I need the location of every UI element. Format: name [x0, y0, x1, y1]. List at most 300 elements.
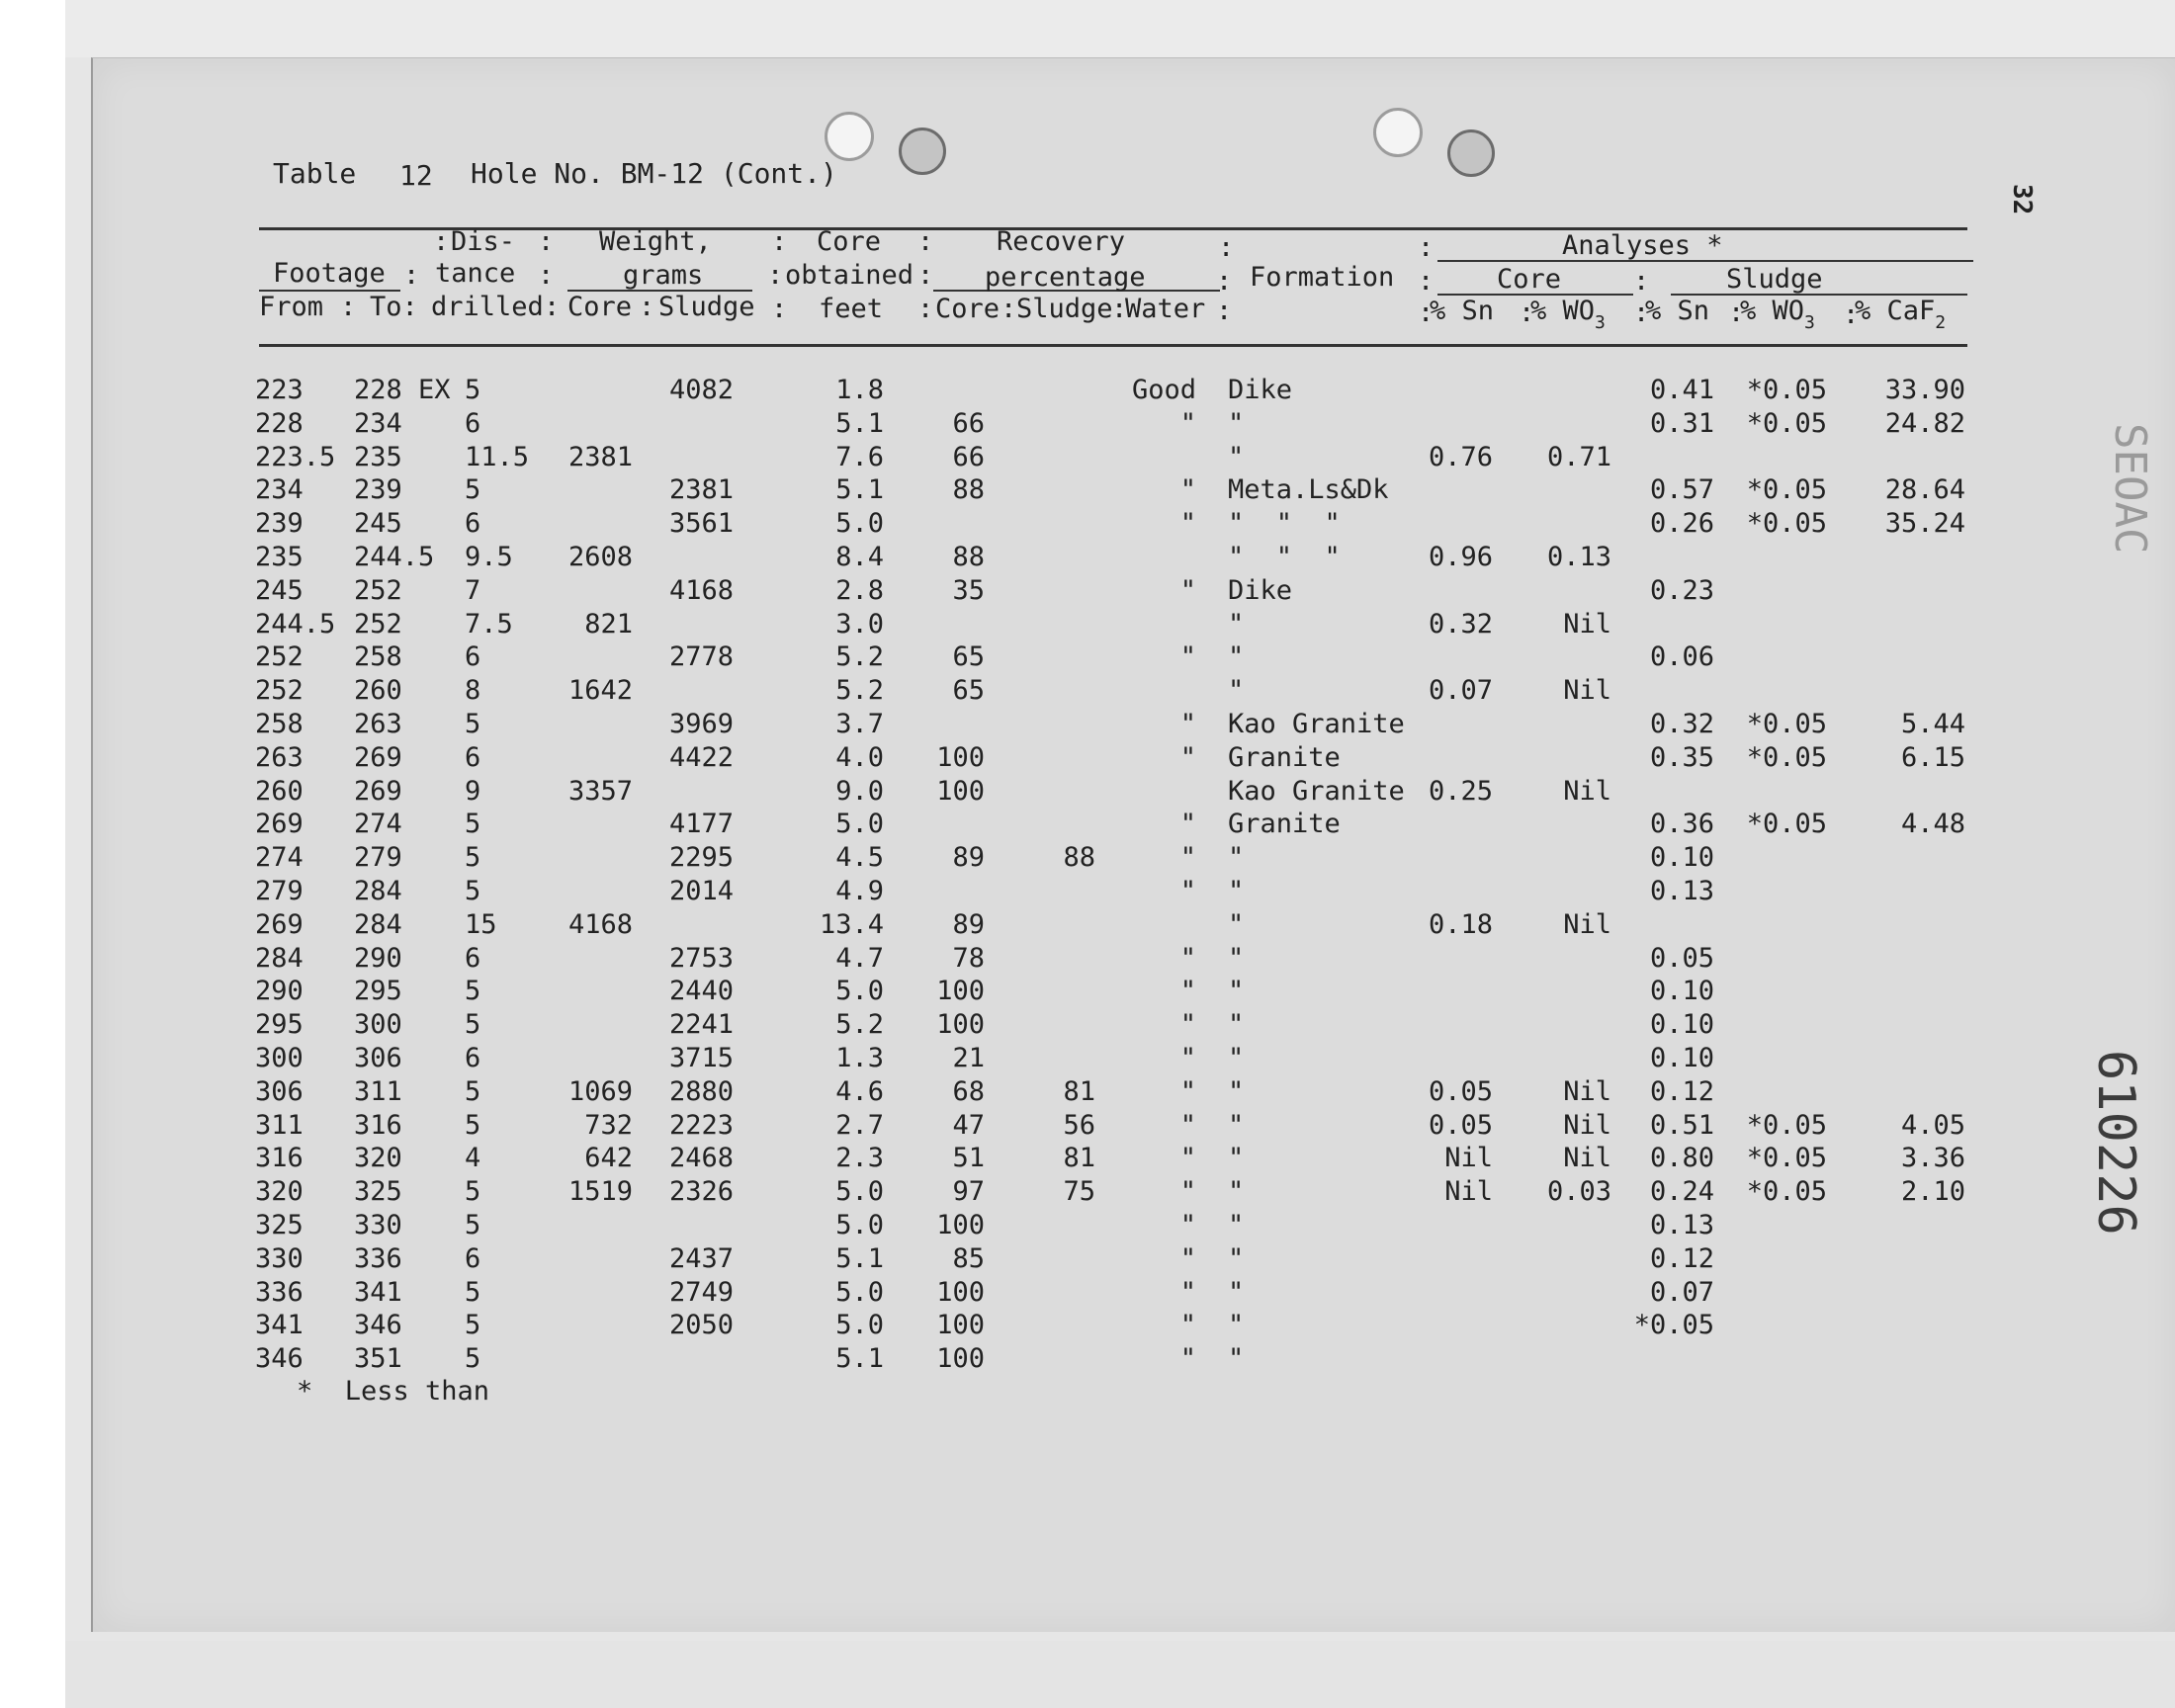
cell-recovery-core: 66: [952, 408, 985, 439]
sep: :: [1843, 299, 1860, 330]
cell-formation: " " ": [1228, 542, 1341, 572]
sep: :: [1216, 296, 1233, 326]
cell-from: 239: [255, 508, 304, 539]
cell-feet: 5.0: [835, 1277, 884, 1308]
cell-recovery-water: ": [1179, 474, 1196, 505]
header-grams: grams: [623, 260, 704, 291]
cell-sludge-sn: 0.12: [1649, 1243, 1714, 1274]
cell-distance: 5: [465, 1277, 481, 1308]
cell-from: 244.5: [255, 609, 336, 640]
header-percentage: percentage: [985, 262, 1146, 293]
cell-from: 295: [255, 1009, 304, 1040]
cell-formation: ": [1228, 1076, 1245, 1107]
cell-formation: ": [1228, 943, 1245, 974]
table-label: Table: [273, 157, 357, 190]
cell-to: 346: [354, 1310, 402, 1340]
cell-to: 311: [354, 1076, 402, 1107]
cell-recovery-sludge: 56: [1063, 1110, 1095, 1141]
cell-distance: 6: [465, 943, 481, 974]
cell-from: 235: [255, 542, 304, 572]
cell-sludge-sn: 0.31: [1649, 408, 1714, 439]
cell-recovery-water: ": [1179, 1210, 1196, 1240]
sep: :: [1633, 266, 1650, 297]
cell-to: 300: [354, 1009, 402, 1040]
cell-feet: 5.1: [835, 408, 884, 439]
cell-to: 341: [354, 1277, 402, 1308]
cell-feet: 5.0: [835, 508, 884, 539]
cell-feet: 1.3: [835, 1043, 884, 1073]
cell-weight-sludge: 2223: [668, 1110, 734, 1141]
cell-formation: " " ": [1228, 508, 1341, 539]
cell-caf2: 2.10: [1900, 1176, 1965, 1207]
cell-formation: ": [1228, 909, 1245, 940]
page-number: 32: [2007, 184, 2037, 215]
cell-formation: ": [1228, 1243, 1245, 1274]
cell-weight-core: 2608: [567, 542, 633, 572]
cell-weight-core: 1642: [567, 675, 633, 706]
cell-sludge-sn: 0.13: [1649, 1210, 1714, 1240]
cell-recovery-water: ": [1179, 943, 1196, 974]
cell-distance: 6: [465, 508, 481, 539]
cell-recovery-sludge: 88: [1063, 842, 1095, 873]
header-analyses-core: Core: [1497, 264, 1562, 295]
cell-distance: 8: [465, 675, 481, 706]
cell-distance: 5: [465, 375, 481, 405]
cell-feet: 1.8: [835, 375, 884, 405]
cell-feet: 5.2: [835, 675, 884, 706]
cell-weight-sludge: 2440: [668, 976, 734, 1006]
cell-feet: 2.8: [835, 575, 884, 606]
cell-from: 269: [255, 809, 304, 839]
cell-formation: ": [1228, 876, 1245, 906]
header-weight-core: Core: [567, 292, 633, 322]
cell-caf2: 3.36: [1900, 1143, 1965, 1173]
cell-to: 252: [354, 575, 402, 606]
cell-from: 245: [255, 575, 304, 606]
sep: :: [403, 260, 420, 291]
cell-recovery-sludge: 81: [1063, 1143, 1095, 1173]
cell-from: 263: [255, 742, 304, 773]
header-footage: Footage: [273, 258, 386, 289]
header-recovery-water: Water: [1125, 294, 1206, 324]
cell-weight-core: 821: [584, 609, 633, 640]
cell-distance: 9: [465, 776, 481, 807]
sep: :: [771, 294, 788, 324]
cell-to: 258: [354, 641, 402, 672]
cell-to: 245: [354, 508, 402, 539]
cell-to: 239: [354, 474, 402, 505]
header-bottom-rule: [259, 344, 1967, 347]
cell-distance: 5: [465, 876, 481, 906]
cell-formation: ": [1228, 1110, 1245, 1141]
header-core-word: Core: [817, 226, 882, 257]
cell-weight-sludge: 3715: [668, 1043, 734, 1073]
cell-weight-core: 3357: [567, 776, 633, 807]
cell-recovery-water: ": [1179, 1110, 1196, 1141]
sep: :: [1111, 294, 1128, 324]
cell-recovery-water: ": [1179, 709, 1196, 739]
cell-recovery-core: 100: [936, 776, 985, 807]
cell-feet: 13.4: [819, 909, 884, 940]
cell-to: 235: [354, 442, 402, 472]
cell-sludge-wo3: *0.05: [1746, 742, 1827, 773]
cell-from: 223.5: [255, 442, 336, 472]
cell-sludge-sn: 0.26: [1649, 508, 1714, 539]
cell-caf2: 33.90: [1884, 375, 1965, 405]
header-recovery-sludge: Sludge: [1016, 294, 1113, 324]
cell-sludge-wo3: *0.05: [1746, 709, 1827, 739]
cell-weight-sludge: 4082: [668, 375, 734, 405]
cell-distance: 6: [465, 742, 481, 773]
cell-recovery-core: 100: [936, 1310, 985, 1340]
cell-formation: Kao Granite: [1228, 776, 1405, 807]
cell-sludge-wo3: *0.05: [1746, 1143, 1827, 1173]
cell-caf2: 28.64: [1884, 474, 1965, 505]
cell-formation: ": [1228, 1143, 1245, 1173]
cell-caf2: 5.44: [1900, 709, 1965, 739]
cell-caf2: 6.15: [1900, 742, 1965, 773]
cell-recovery-water: ": [1179, 641, 1196, 672]
cell-sludge-sn: 0.41: [1649, 375, 1714, 405]
cell-to: 234: [354, 408, 402, 439]
cell-weight-sludge: 2778: [668, 641, 734, 672]
cell-recovery-core: 97: [952, 1176, 985, 1207]
cell-weight-sludge: 2880: [668, 1076, 734, 1107]
cell-feet: 5.2: [835, 1009, 884, 1040]
cell-sludge-sn: 0.10: [1649, 1009, 1714, 1040]
cell-weight-sludge: 3969: [668, 709, 734, 739]
cell-recovery-water: ": [1179, 1143, 1196, 1173]
cell-recovery-water: ": [1179, 842, 1196, 873]
cell-core-wo3: Nil: [1563, 1110, 1611, 1141]
cell-to: 284: [354, 876, 402, 906]
cell-feet: 4.5: [835, 842, 884, 873]
cell-feet: 8.4: [835, 542, 884, 572]
cell-feet: 5.0: [835, 1176, 884, 1207]
cell-recovery-water: ": [1179, 1343, 1196, 1374]
cell-distance: 9.5: [465, 542, 513, 572]
cell-sludge-wo3: *0.05: [1746, 1110, 1827, 1141]
cell-from: 279: [255, 876, 304, 906]
cell-distance: 6: [465, 641, 481, 672]
cell-formation: Dike: [1228, 375, 1293, 405]
cell-from: 336: [255, 1277, 304, 1308]
sep: :: [1418, 266, 1435, 297]
header-drilled: drilled: [431, 292, 544, 322]
cell-weight-core: 1069: [567, 1076, 633, 1107]
cell-formation: Granite: [1228, 742, 1341, 773]
cell-feet: 2.7: [835, 1110, 884, 1141]
punch-hole: [1373, 108, 1423, 157]
cell-sludge-sn: 0.13: [1649, 876, 1714, 906]
cell-core-wo3: Nil: [1563, 909, 1611, 940]
cell-distance: 11.5: [465, 442, 530, 472]
cell-to: 290: [354, 943, 402, 974]
cell-core-sn: 0.32: [1428, 609, 1493, 640]
cell-sludge-sn: 0.51: [1649, 1110, 1714, 1141]
cell-weight-core: 1519: [567, 1176, 633, 1207]
cell-to: 269: [354, 742, 402, 773]
cell-from: 320: [255, 1176, 304, 1207]
cell-to: 260: [354, 675, 402, 706]
cell-from: 300: [255, 1043, 304, 1073]
cell-feet: 4.6: [835, 1076, 884, 1107]
cell-recovery-water: ": [1179, 876, 1196, 906]
cell-weight-core: 642: [584, 1143, 633, 1173]
sep: :: [917, 226, 934, 257]
cell-weight-sludge: 2753: [668, 943, 734, 974]
cell-sludge-wo3: *0.05: [1746, 508, 1827, 539]
cell-weight-sludge: 2437: [668, 1243, 734, 1274]
footnote: * Less than: [297, 1376, 490, 1407]
cell-weight-sludge: 4422: [668, 742, 734, 773]
cell-distance: 7.5: [465, 609, 513, 640]
cell-to: 252: [354, 609, 402, 640]
cell-from: 290: [255, 976, 304, 1006]
cell-formation: ": [1228, 1009, 1245, 1040]
sep: :: [538, 226, 555, 257]
cell-from: 325: [255, 1210, 304, 1240]
cell-recovery-water: ": [1179, 1243, 1196, 1274]
cell-recovery-core: 65: [952, 641, 985, 672]
cell-feet: 5.2: [835, 641, 884, 672]
header-obtained: obtained: [785, 260, 914, 291]
cell-to: 228 EX: [354, 375, 451, 405]
cell-from: 346: [255, 1343, 304, 1374]
cell-to: 244.5: [354, 542, 435, 572]
cell-recovery-core: 85: [952, 1243, 985, 1274]
sep: :: [544, 292, 561, 322]
cell-distance: 6: [465, 408, 481, 439]
header-to: To:: [370, 292, 418, 322]
cell-feet: 5.0: [835, 976, 884, 1006]
cell-core-sn: 0.07: [1428, 675, 1493, 706]
cell-distance: 15: [465, 909, 497, 940]
cell-from: 316: [255, 1143, 304, 1173]
header-recovery-core: Core: [935, 294, 1000, 324]
sep: :: [433, 226, 450, 257]
cell-recovery-core: 89: [952, 842, 985, 873]
cell-weight-sludge: 2381: [668, 474, 734, 505]
cell-from: 284: [255, 943, 304, 974]
cell-from: 223: [255, 375, 304, 405]
cell-sludge-sn: 0.80: [1649, 1143, 1714, 1173]
cell-formation: Dike: [1228, 575, 1293, 606]
cell-sludge-sn: 0.06: [1649, 641, 1714, 672]
cell-weight-sludge: 2326: [668, 1176, 734, 1207]
sep: :: [1218, 232, 1235, 263]
cell-recovery-core: 78: [952, 943, 985, 974]
cell-feet: 5.0: [835, 809, 884, 839]
cell-recovery-core: 65: [952, 675, 985, 706]
cell-feet: 5.1: [835, 474, 884, 505]
cell-sludge-wo3: *0.05: [1746, 809, 1827, 839]
sep: :: [917, 260, 934, 291]
header-feet: feet: [819, 294, 884, 324]
cell-feet: 5.1: [835, 1343, 884, 1374]
sep: :: [1216, 266, 1233, 297]
cell-formation: ": [1228, 976, 1245, 1006]
header-analyses: Analyses *: [1562, 230, 1723, 261]
cell-distance: 5: [465, 1310, 481, 1340]
cell-distance: 5: [465, 976, 481, 1006]
cell-recovery-water: ": [1179, 1310, 1196, 1340]
header-sludge-sn: % Sn: [1645, 296, 1710, 326]
sep: :: [1519, 298, 1535, 328]
cell-core-wo3: 0.71: [1546, 442, 1611, 472]
header-dis: Dis-: [451, 226, 516, 257]
cell-formation: ": [1228, 609, 1245, 640]
cell-recovery-core: 21: [952, 1043, 985, 1073]
cell-from: 306: [255, 1076, 304, 1107]
cell-sludge-sn: 0.05: [1649, 943, 1714, 974]
cell-sludge-wo3: *0.05: [1746, 474, 1827, 505]
cell-to: 351: [354, 1343, 402, 1374]
cell-recovery-water: ": [1179, 408, 1196, 439]
cell-weight-core: 732: [584, 1110, 633, 1141]
cell-feet: 2.3: [835, 1143, 884, 1173]
cell-weight-core: 4168: [567, 909, 633, 940]
cell-from: 252: [255, 675, 304, 706]
header-caf2: % CaF$_2$: [1855, 296, 1947, 333]
cell-formation: ": [1228, 842, 1245, 873]
header-core-wo3: % $WO_3$: [1530, 296, 1606, 333]
cell-recovery-water: ": [1179, 1176, 1196, 1207]
cell-recovery-core: 47: [952, 1110, 985, 1141]
cell-to: 263: [354, 709, 402, 739]
cell-caf2: 35.24: [1884, 508, 1965, 539]
margin-catalog-code: 610226: [2086, 1050, 2145, 1236]
cell-distance: 4: [465, 1143, 481, 1173]
cell-from: 274: [255, 842, 304, 873]
cell-weight-sludge: 2468: [668, 1143, 734, 1173]
cell-from: 330: [255, 1243, 304, 1274]
cell-recovery-water: ": [1179, 976, 1196, 1006]
sep: :: [917, 294, 934, 324]
cell-sludge-sn: 0.10: [1649, 842, 1714, 873]
cell-formation: ": [1228, 408, 1245, 439]
cell-distance: 5: [465, 1210, 481, 1240]
scan-bottom-strip: [65, 1641, 2175, 1708]
cell-from: 341: [255, 1310, 304, 1340]
cell-distance: 5: [465, 842, 481, 873]
sep: :: [771, 226, 788, 257]
cell-core-sn: 0.96: [1428, 542, 1493, 572]
cell-distance: 5: [465, 474, 481, 505]
cell-distance: 5: [465, 1110, 481, 1141]
scan-margin: [0, 0, 65, 1708]
cell-sludge-sn: 0.23: [1649, 575, 1714, 606]
cell-recovery-core: 100: [936, 1210, 985, 1240]
cell-core-wo3: Nil: [1563, 776, 1611, 807]
sep: :: [538, 260, 555, 291]
cell-recovery-core: 88: [952, 542, 985, 572]
header-tance: tance: [435, 258, 516, 289]
cell-from: 269: [255, 909, 304, 940]
cell-feet: 9.0: [835, 776, 884, 807]
sep: :: [340, 292, 357, 322]
cell-core-wo3: Nil: [1563, 609, 1611, 640]
cell-formation: ": [1228, 1277, 1245, 1308]
cell-formation: ": [1228, 1343, 1245, 1374]
cell-recovery-core: 66: [952, 442, 985, 472]
cell-weight-sludge: 2749: [668, 1277, 734, 1308]
cell-to: 325: [354, 1176, 402, 1207]
cell-feet: 5.1: [835, 1243, 884, 1274]
cell-sludge-sn: 0.10: [1649, 1043, 1714, 1073]
cell-sludge-sn: 0.07: [1649, 1277, 1714, 1308]
cell-caf2: 4.05: [1900, 1110, 1965, 1141]
cell-recovery-core: 68: [952, 1076, 985, 1107]
cell-weight-sludge: 2295: [668, 842, 734, 873]
cell-recovery-sludge: 75: [1063, 1176, 1095, 1207]
cell-formation: ": [1228, 1043, 1245, 1073]
cell-distance: 6: [465, 1243, 481, 1274]
cell-sludge-sn: *0.05: [1633, 1310, 1714, 1340]
cell-sludge-sn: 0.36: [1649, 809, 1714, 839]
cell-core-wo3: 0.13: [1546, 542, 1611, 572]
cell-feet: 4.0: [835, 742, 884, 773]
cell-recovery-core: 35: [952, 575, 985, 606]
cell-weight-sludge: 2050: [668, 1310, 734, 1340]
cell-sludge-sn: 0.12: [1649, 1076, 1714, 1107]
cell-core-sn: 0.25: [1428, 776, 1493, 807]
cell-formation: ": [1228, 1176, 1245, 1207]
cell-sludge-sn: 0.57: [1649, 474, 1714, 505]
header-recovery: Recovery: [997, 226, 1126, 257]
cell-to: 274: [354, 809, 402, 839]
cell-caf2: 24.82: [1884, 408, 1965, 439]
cell-recovery-core: 100: [936, 742, 985, 773]
cell-to: 269: [354, 776, 402, 807]
cell-feet: 5.0: [835, 1310, 884, 1340]
cell-core-sn: Nil: [1444, 1143, 1493, 1173]
cell-to: 316: [354, 1110, 402, 1141]
cell-caf2: 4.48: [1900, 809, 1965, 839]
cell-formation: Meta.Ls&Dk: [1228, 474, 1389, 505]
cell-feet: 5.0: [835, 1210, 884, 1240]
cell-core-wo3: Nil: [1563, 1143, 1611, 1173]
cell-from: 228: [255, 408, 304, 439]
cell-distance: 5: [465, 1009, 481, 1040]
cell-from: 258: [255, 709, 304, 739]
sep: :: [639, 292, 655, 322]
cell-weight-sludge: 4177: [668, 809, 734, 839]
cell-recovery-core: 100: [936, 1277, 985, 1308]
cell-from: 260: [255, 776, 304, 807]
cell-core-sn: Nil: [1444, 1176, 1493, 1207]
cell-to: 320: [354, 1143, 402, 1173]
cell-sludge-sn: 0.10: [1649, 976, 1714, 1006]
cell-recovery-water: ": [1179, 575, 1196, 606]
table-number: 12: [399, 159, 433, 192]
cell-core-sn: 0.05: [1428, 1110, 1493, 1141]
cell-distance: 5: [465, 709, 481, 739]
cell-weight-core: 2381: [567, 442, 633, 472]
cell-recovery-water: ": [1179, 809, 1196, 839]
cell-to: 284: [354, 909, 402, 940]
cell-core-wo3: 0.03: [1546, 1176, 1611, 1207]
sep: :: [767, 260, 784, 291]
cell-to: 295: [354, 976, 402, 1006]
cell-recovery-core: 100: [936, 1343, 985, 1374]
margin-faint-code: SEOAC: [2105, 423, 2155, 555]
cell-formation: ": [1228, 675, 1245, 706]
cell-recovery-core: 100: [936, 1009, 985, 1040]
cell-distance: 5: [465, 1076, 481, 1107]
cell-to: 330: [354, 1210, 402, 1240]
header-weight: Weight,: [599, 226, 712, 257]
